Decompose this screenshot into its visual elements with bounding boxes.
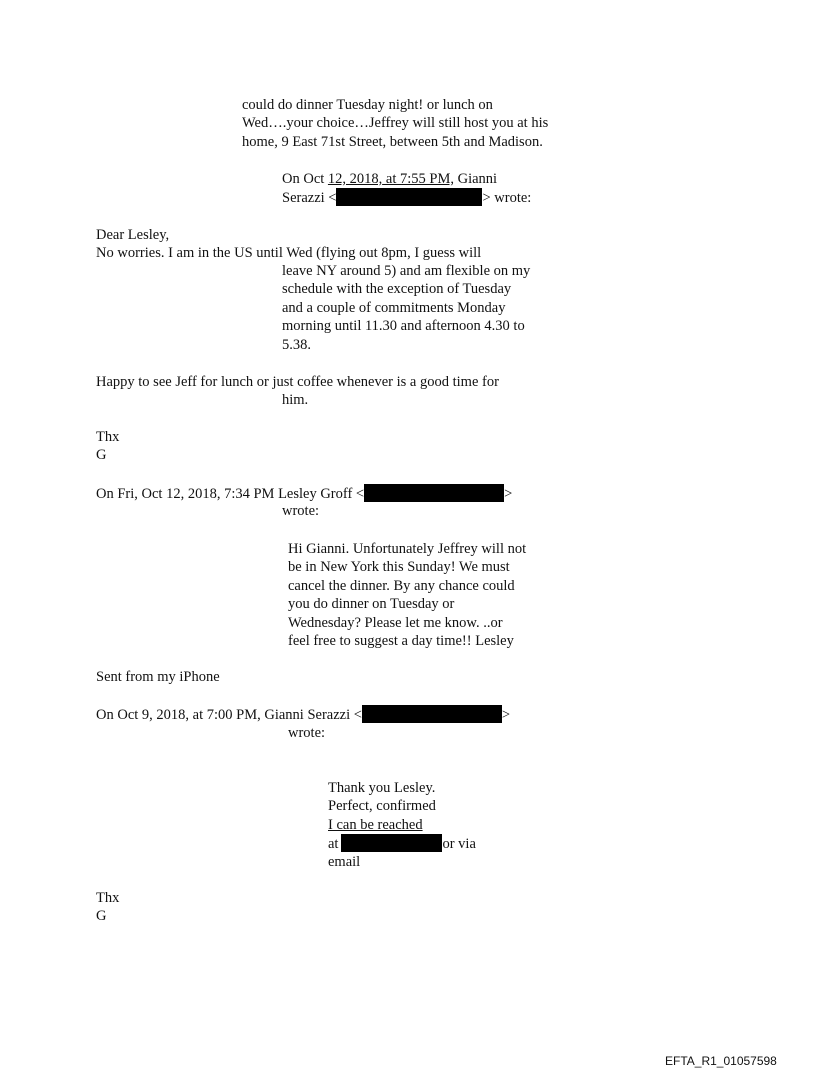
quoted-header-oct12-lesley: On Fri, Oct 12, 2018, 7:34 PM Lesley Groff < > <box>96 486 513 502</box>
email-signature: Thx G <box>96 429 120 464</box>
redaction-bar <box>364 484 504 502</box>
email-signature: Thx G <box>96 890 120 925</box>
email-greeting: Dear Lesley, <box>96 227 170 243</box>
document-id-footer: EFTA_R1_01057598 <box>665 1054 777 1068</box>
quoted-message-gianni: Thank you Lesley. Perfect, confirmed I can be reached at or via email <box>328 780 476 870</box>
quoted-header-wrote: wrote: <box>288 725 326 741</box>
sent-from-signature: Sent from my iPhone <box>96 669 220 685</box>
sender-name: On Oct 9, 2018, at 7:00 PM, Gianni Serazzi < <box>96 707 362 723</box>
sender-name: Serazzi < <box>282 190 337 207</box>
quoted-header-wrote: wrote: <box>282 503 320 519</box>
quoted-header-oct12-gianni: On Oct 12, 2018, at 7:55 PM, Gianni Serazzi < > wrote: <box>282 171 532 207</box>
quoted-message-lesley: Hi Gianni. Unfortunately Jeffrey will not be in New York this Sunday! We must cancel the dinner. By any chance could you do dinner on Tuesday or Wednesday? Please let me know. ..or feel free to suggest a day time!! Lesley <box>288 541 527 649</box>
reply-line: could do dinner Tuesday night! or lunch on <box>242 97 493 113</box>
redaction-bar <box>362 705 502 723</box>
reply-line: Wed….your choice…Jeffrey will still host you at his <box>242 115 549 132</box>
quoted-header-oct9-gianni: On Oct 9, 2018, at 7:00 PM, Gianni Serazzi < > <box>96 707 511 723</box>
email-paragraph-continuation: leave NY around 5) and am flexible on my schedule with the exception of Tuesday and a couple of commitments Monday morning until 11.30 and afternoon 4.30 to 5.38. <box>282 263 531 353</box>
redaction-bar <box>336 188 482 206</box>
sender-name: On Fri, Oct 12, 2018, 7:34 PM Lesley Groff < <box>96 486 365 502</box>
redaction-bar <box>341 834 442 852</box>
reply-paragraph <box>242 96 548 151</box>
reply-line: home, 9 East 71st Street, between 5th and Madison. <box>242 133 543 150</box>
email-paragraph-first-line: No worries. I am in the US until Wed (flying out 8pm, I guess will <box>96 245 482 261</box>
email-paragraph-first-line: Happy to see Jeff for lunch or just coffee whenever is a good time for <box>96 374 499 390</box>
email-paragraph-continuation: him. <box>282 392 309 408</box>
